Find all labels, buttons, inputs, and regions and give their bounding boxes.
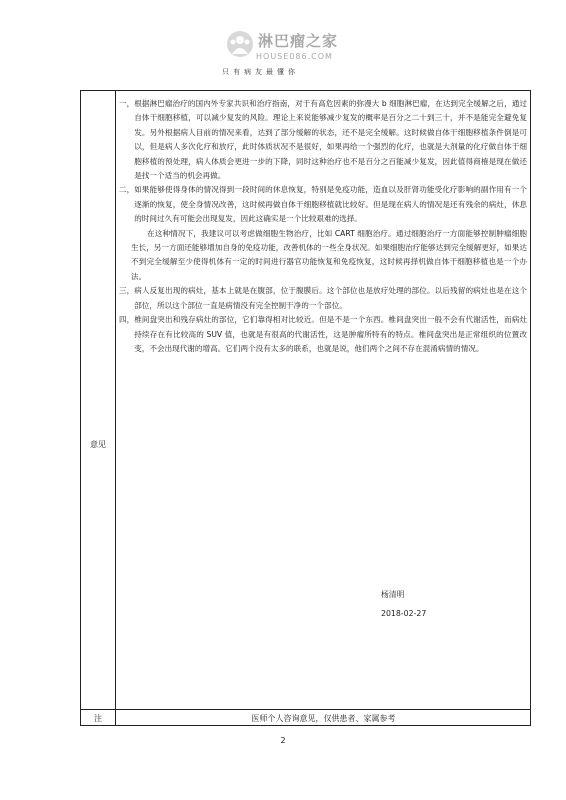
opinion-label: 意见: [90, 440, 106, 449]
note-text: 医师个人咨询意见，仅供患者、家属参考: [251, 714, 396, 723]
opinion-content: [119, 97, 527, 356]
signature-date: 2018-02-27: [381, 609, 427, 618]
item-number: 一，: [119, 99, 135, 108]
opinion-item-3: [119, 284, 527, 313]
opinion-item-1: [119, 97, 527, 183]
note-label: 注: [94, 714, 102, 723]
logo-url: HOUSE086.COM: [256, 52, 333, 61]
opinion-form: [80, 90, 531, 726]
item-number: 二，: [119, 185, 135, 195]
item-number: 三，: [119, 286, 135, 296]
logo-icon: [226, 30, 254, 58]
opinion-item-2: [119, 183, 527, 226]
item-text: 根据淋巴瘤治疗的国内外专家共识和治疗指南，对于有高危因素的弥漫大 b 细胞淋巴瘤，在达到完全缓解之后，通过自体干细胞移植，可以减少复发的风险。理论上来说能够减少复发的概率是百分之二十到三十，并不是能完全避免复发。另外根据病人目前的情况来看，达到了部分缓解的状态，还不是完全缓解。这时候做自体干细胞移植条件倒是可以，但是病人多次化疗和放疗，此时体质状况不是很好，如果再给一个强烈的化疗，也就是大剂量的化疗做自体干细胞移植的预处理，病人体质会更进一步的下降，同时这种治疗也不是百分之百能减少复发，因此值得商榷是现在做还是找一个适当的机会再做。: [134, 99, 527, 181]
logo-brand: 淋巴瘤之家: [258, 32, 339, 50]
item-text: 椎间盘突出和残存病灶的部位，它们靠得相对比较近。但是不是一个东西。椎间盘突出一般不会有代谢活性，而病灶持续存在有比较高的 SUV 值，也就是有很高的代谢活性，这是肿瘤所特有的特点。椎间盘突出是正常组织的位置改变，不会出现代谢的增高。它们两个没有太多的联系，也就是说，他们两个之间不存在混淆病情的情况。: [134, 315, 527, 353]
site-logo: [222, 28, 356, 80]
opinion-paragraph: 在这种情况下，我建议可以考虑做细胞生物治疗，比如 CART 细胞治疗。通过细胞治疗一方面能够控制肿瘤细胞生长，另一方面还能够增加自身的免疫功能，改善机体的一些全身状况。如果细胞治疗能够达到完全缓解更好，如果达不到完全缓解至少使得机体有一定的时间进行器官功能恢复和免疫恢复，这时候再择机做自体干细胞移植也是一个办法。: [131, 228, 527, 281]
doctor-signature: 杨清明: [381, 590, 405, 599]
column-divider: [115, 91, 116, 725]
opinion-item-4: [119, 313, 527, 356]
logo-slogan: 只有病友最懂你: [222, 68, 299, 76]
item-text: 如果能够使得身体的情况得到一段时间的休息恢复，特别是免疫功能，造血以及肝肾功能受化疗影响的副作用有一个逐渐的恢复，使全身情况改善，这时候再做自体干细胞移植就比较好。但是现在病人的情况是还有残余的病灶，休息的时间过久有可能会出现复发，因此这确实是一个比较艰难的选择。: [134, 185, 527, 224]
page-number: 2: [280, 736, 286, 745]
item-number: 四，: [119, 315, 135, 325]
row-divider: [81, 709, 530, 710]
item-text: 病人反复出现的病灶，基本上就是在腹部，位于腹膜后。这个部位也是放疗处理的部位。以后残留的病灶也是在这个部位，所以这个部位一直是病情没有完全控制干净的一个部位。: [134, 286, 527, 310]
